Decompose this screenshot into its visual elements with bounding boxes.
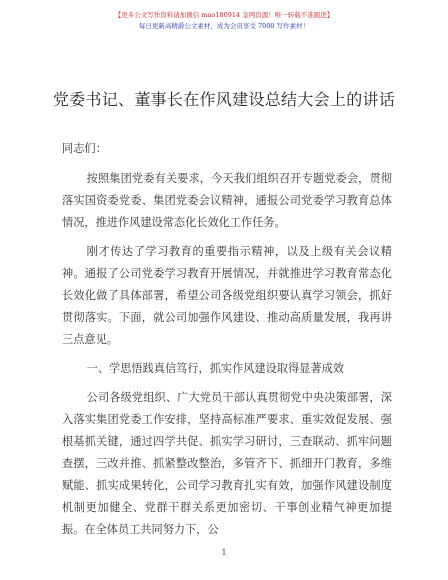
document-title: 党委书记、董事长在作风建设总结大会上的讲话 [52, 90, 396, 109]
section-heading: 一、学思悟践真信笃行，抓实作风建设取得显著成效 [86, 362, 344, 375]
promo-banner-line-2: 每日更新高精爵公文素材，成为会员享受 7000 写作素材！ [138, 22, 310, 30]
paragraph-1: 按照集团党委有关要求，今天我们组织召开专题党委会，贯彻落实国资委党委、集团党委会议精神，通报公司党委学习教育总体情况，推进作风建设常态化长效化工作任务。 [62, 172, 392, 229]
section-paragraph: 公司各级党组织、广大党员干部认真贯彻党中央决策部署，深入落实集团党委工作安排，坚持高标准严要求、重实效促发展、强根基抓关键，通过四学共促、抓实学习研讨，三查联动、抓牢问题查摆，三改并推、抓紧整改整治，多管齐下、抓细开门教育，多维赋能、抓实成果转化，公司学习教育扎实有效，加强作风建设制度机制更加健全、党群干群关系更加密切、干事创业精气神更加提振。在全体员工共同努力下，公 [62, 391, 392, 536]
page-number: 1 [221, 548, 227, 557]
promo-banner-line-1: 【更多公文写作资料请加微信 mao180914 金网资源！唯一转载不准跟进】 [114, 11, 334, 19]
promo-banner [0, 10, 448, 32]
paragraph-2: 刚才传达了学习教育的重要指示精神，以及上级有关会议精神。通报了公司党委学习教育开展情况，并就推进学习教育常态化长效化做了具体部署，希望公司各级党组织要认真学习领会，抓好贯彻落实。下面，就公司加强作风建设、推动高质量发展，我再讲三点意见。 [62, 245, 392, 346]
document-body [62, 138, 392, 548]
greeting: 同志们： [62, 142, 107, 155]
